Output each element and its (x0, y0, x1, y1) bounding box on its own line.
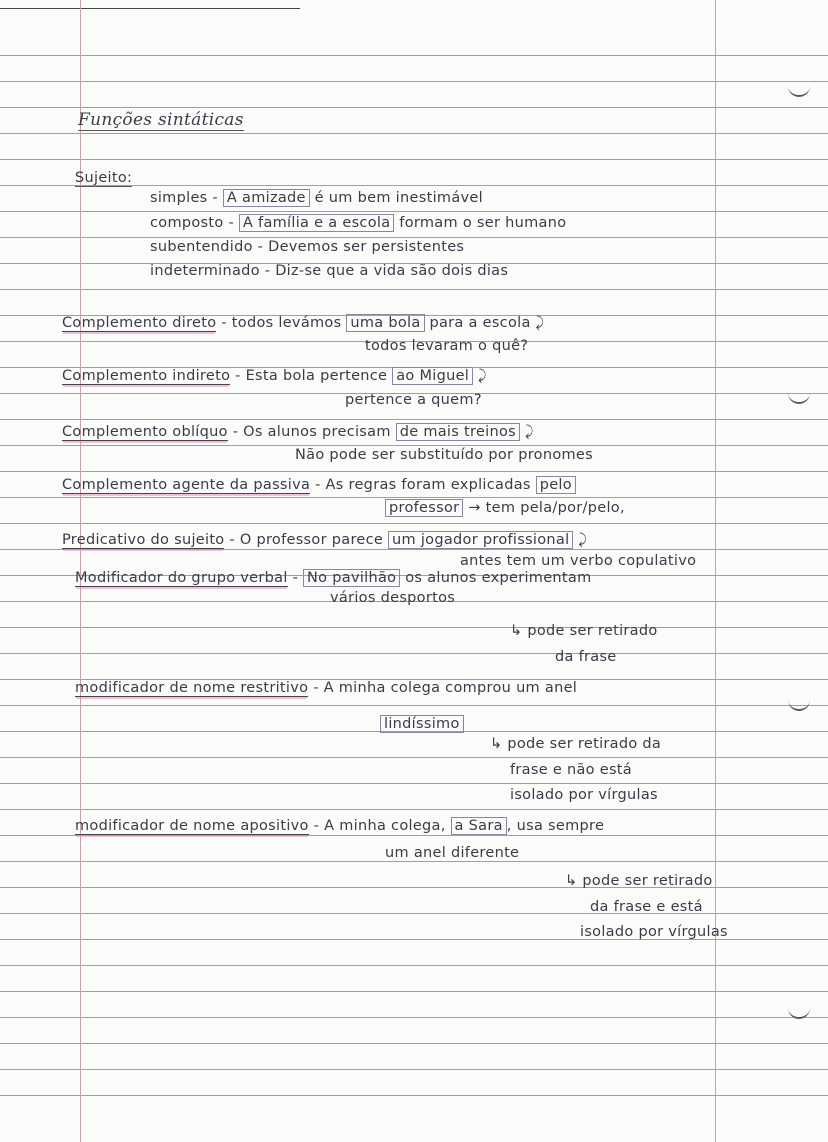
note-line (490, 736, 661, 752)
note-text: ↳ pode ser retirado da (490, 736, 662, 752)
note-line (75, 170, 132, 186)
note-text: - O professor parece (224, 532, 389, 548)
note-line (590, 899, 703, 915)
note-text: ⤸ (573, 532, 588, 548)
note-line (555, 649, 617, 665)
note-text: os alunos experimentam (400, 570, 592, 586)
note-text: Sujeito: (75, 170, 133, 186)
boxed-example: A amizade (223, 189, 310, 207)
note-text: - todos levámos (216, 315, 347, 331)
note-line (345, 392, 482, 408)
note-line (460, 553, 696, 569)
note-text: simples - (150, 190, 223, 206)
punch-hole-icon (788, 393, 810, 404)
note-line (365, 338, 528, 354)
note-line (150, 215, 566, 231)
note-line (150, 190, 483, 206)
boxed-example: a Sara (451, 817, 507, 835)
note-text: da frase e está (590, 899, 703, 915)
note-line (380, 716, 464, 732)
punch-hole-icon (788, 86, 810, 97)
note-text: , usa sempre (506, 818, 605, 834)
note-text: ↳ pode ser retirado (510, 623, 658, 639)
boxed-example: A família e a escola (239, 214, 394, 232)
note-text: - Esta bola pertence (230, 368, 393, 384)
term-label: modificador de nome apositivo (75, 818, 309, 834)
note-text: - (287, 570, 304, 586)
note-text: isolado por vírgulas (510, 787, 658, 803)
note-line (62, 532, 587, 548)
note-text: antes tem um verbo copulativo (460, 553, 697, 569)
note-text: isolado por vírgulas (580, 924, 728, 940)
punch-hole-icon (788, 700, 810, 711)
note-line (62, 315, 545, 331)
note-text: subentendido - Devemos ser persistentes (150, 239, 465, 255)
note-text: um anel diferente (385, 845, 520, 861)
note-line (565, 873, 713, 889)
note-text: ⤸ (473, 368, 488, 384)
boxed-example: lindíssimo (380, 715, 464, 733)
note-text: - A minha colega comprou um anel (308, 680, 578, 696)
note-line (62, 477, 576, 493)
boxed-example: pelo (536, 476, 576, 494)
boxed-example: No pavilhão (303, 569, 400, 587)
boxed-example: professor (385, 499, 463, 517)
note-text: é um bem inestimável (309, 190, 483, 206)
note-line (510, 787, 658, 803)
note-text: pertence a quem? (345, 392, 482, 408)
term-label: Complemento indireto (62, 368, 231, 384)
note-line (75, 570, 592, 586)
right-margin-line (715, 0, 716, 1142)
note-text: - As regras foram explicadas (310, 477, 536, 493)
note-text: ⤸ (520, 424, 534, 440)
term-label: Modificador do grupo verbal (75, 570, 288, 586)
boxed-example: de mais treinos (396, 423, 520, 441)
term-label: Predicativo do sujeito (62, 532, 225, 548)
note-line (62, 368, 487, 384)
page-top-edge (0, 0, 300, 9)
note-line (295, 447, 593, 463)
note-line (75, 818, 604, 834)
boxed-example: ao Miguel (392, 367, 473, 385)
term-label: modificador de nome restritivo (75, 680, 309, 696)
boxed-example: um jogador profissional (388, 531, 573, 549)
note-line (510, 623, 658, 639)
note-line (580, 924, 728, 940)
note-text: vários desportos (330, 590, 456, 606)
term-label: Complemento agente da passiva (62, 477, 311, 493)
note-line (150, 239, 464, 255)
boxed-example: uma bola (346, 314, 424, 332)
note-text: - A minha colega, (308, 818, 451, 834)
note-line (510, 762, 632, 778)
note-text: formam o ser humano (394, 215, 567, 231)
note-text: indeterminado - Diz-se que a vida são dois dias (150, 263, 509, 279)
note-line (150, 263, 508, 279)
note-text: todos levaram o quê? (365, 338, 529, 354)
note-line (62, 424, 534, 440)
note-text: ↳ pode ser retirado (565, 873, 713, 889)
note-line (385, 500, 625, 516)
note-text: da frase (555, 649, 617, 665)
note-line (385, 845, 519, 861)
note-text: Não pode ser substituído por pronomes (295, 447, 593, 463)
note-text: para a escola ⤸ (424, 315, 545, 331)
page-title: Funções sintáticas (78, 110, 244, 130)
note-text: composto - (150, 215, 239, 231)
note-text: frase e não está (510, 762, 632, 778)
note-line (330, 590, 455, 606)
term-label: Complemento direto (62, 315, 217, 331)
note-line (75, 680, 577, 696)
note-text: - Os alunos precisam (227, 424, 396, 440)
punch-hole-icon (788, 1008, 810, 1019)
note-text: → tem pela/por/pelo, (463, 500, 625, 516)
term-label: Complemento oblíquo (62, 424, 228, 440)
